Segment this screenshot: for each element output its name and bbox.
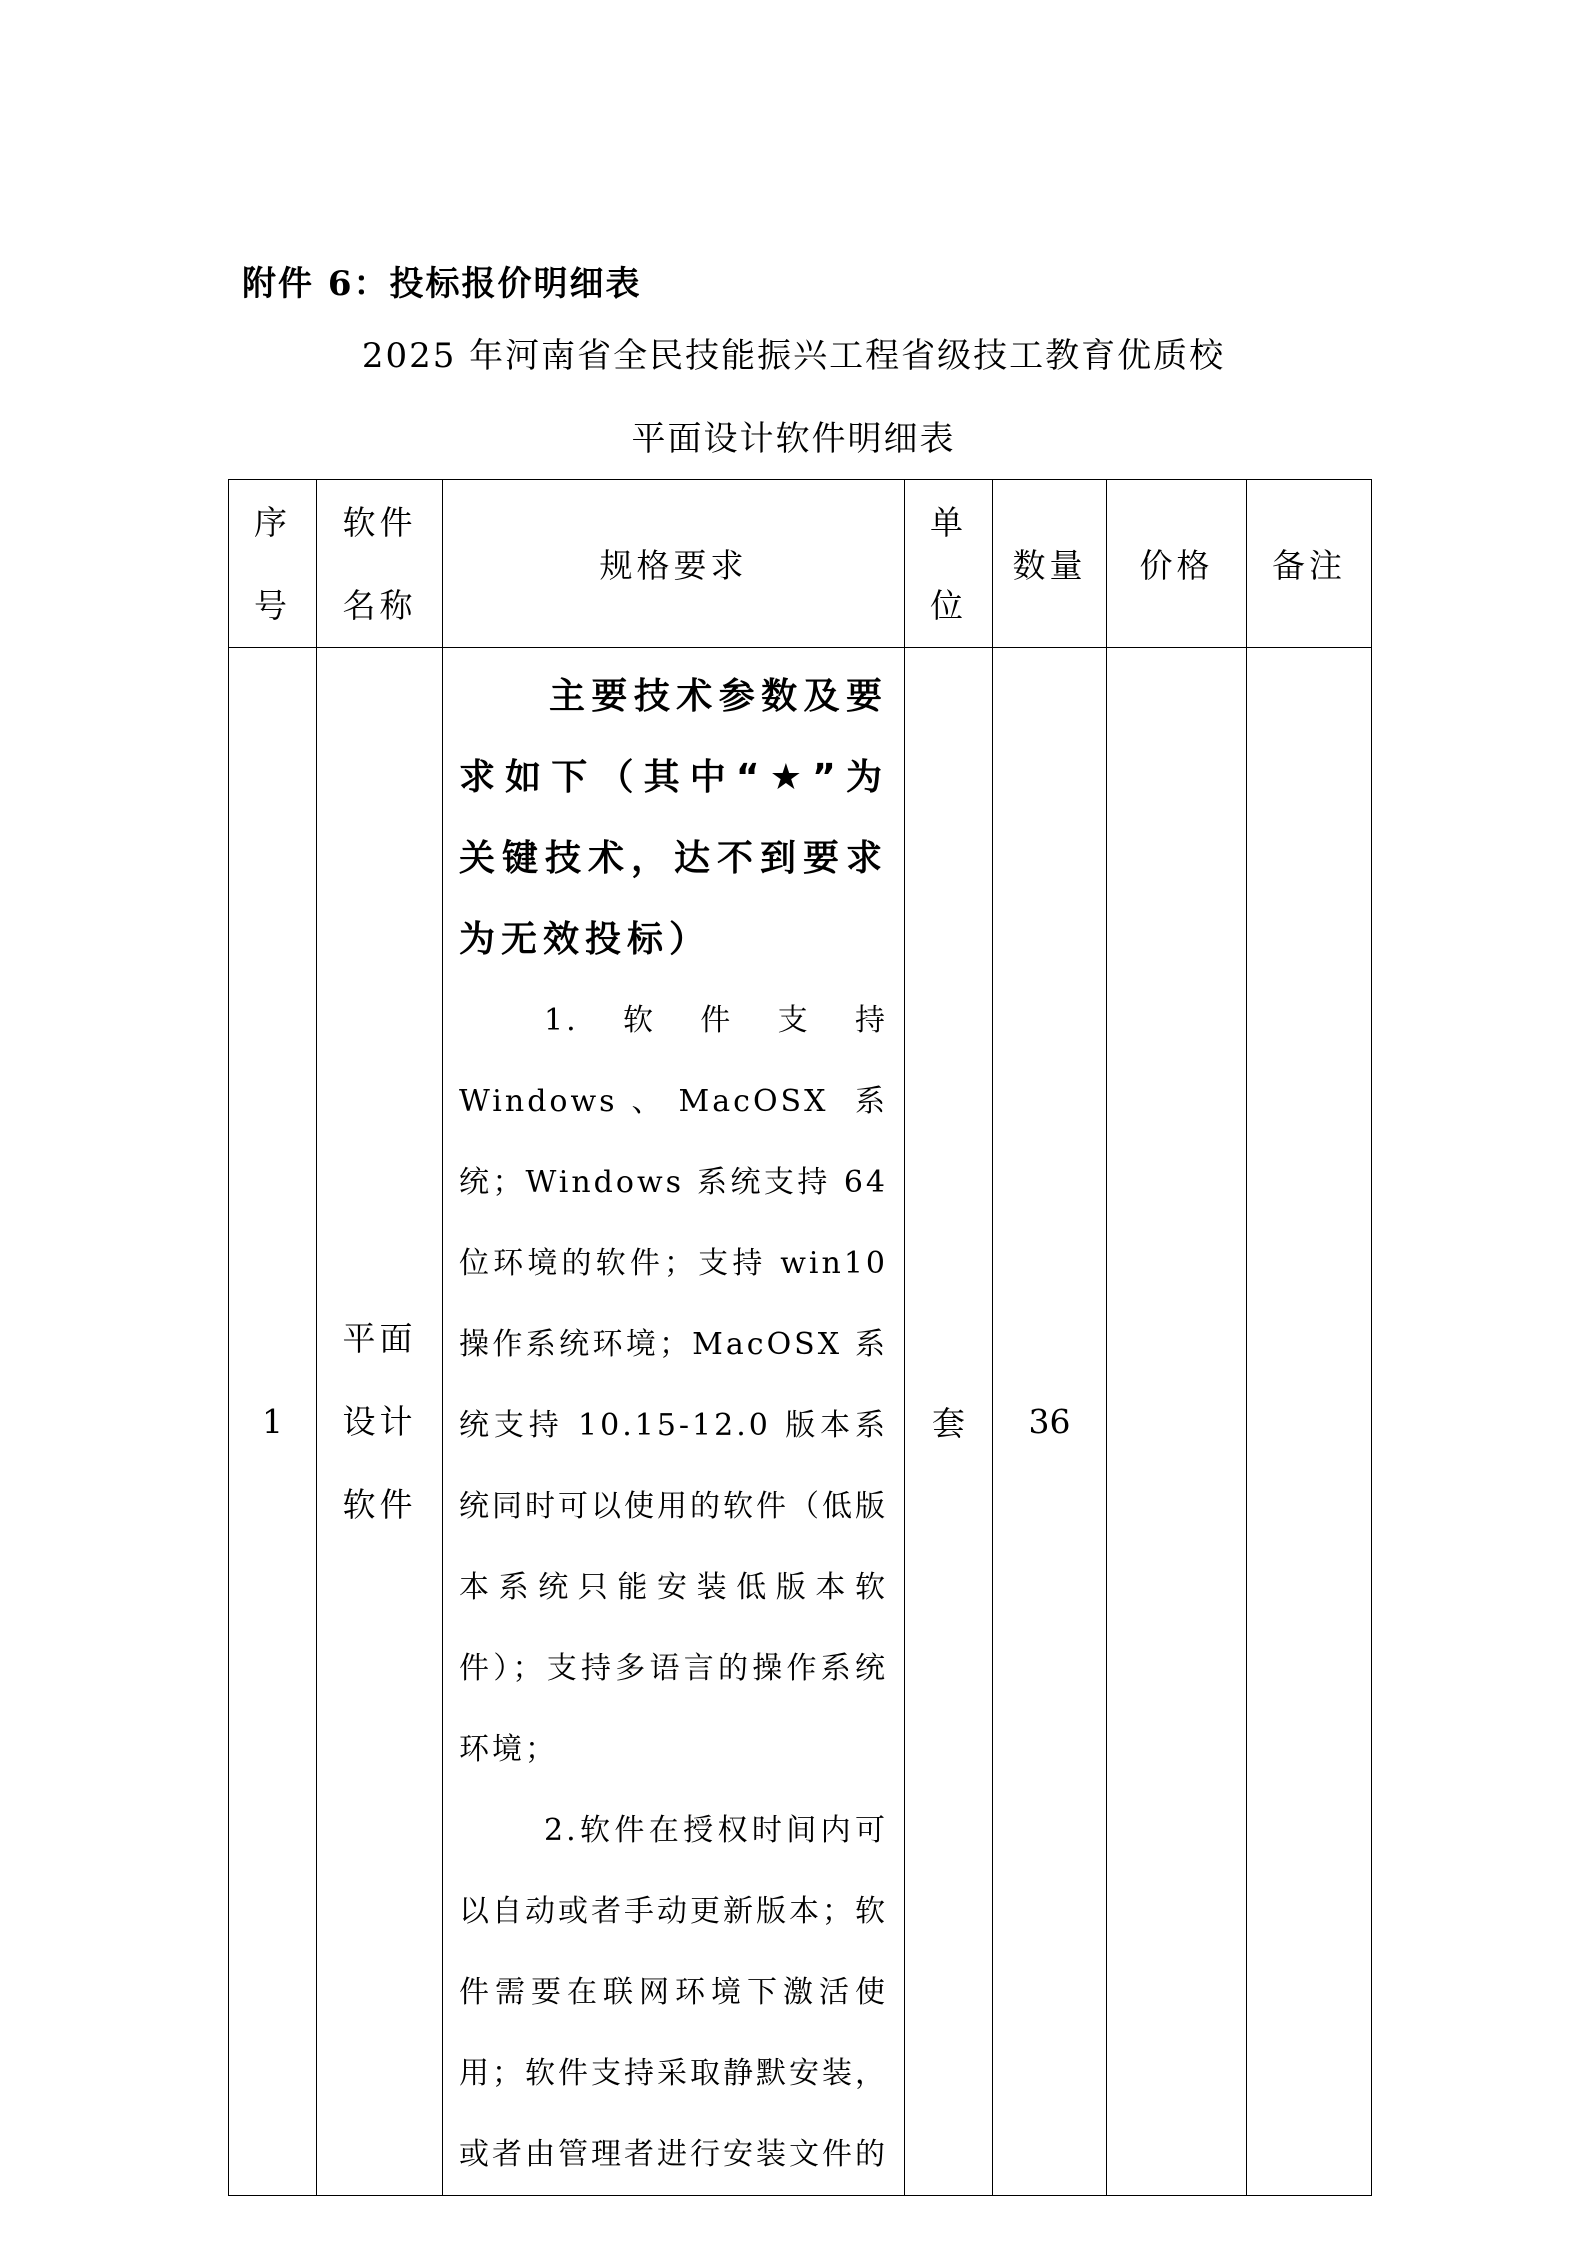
spec-item-1: 1.软件支持 Windows、MacOSX 系统；Windows 系统支持 64 位环境的软件；支持 win10 操作系统环境；MacOSX 系统支持 10.15-12.0 版本系统同时可以使用的软件（低版本系统只能安装低版本软件）；支持多语言的操作系统环境； xyxy=(459,1003,888,1767)
row-remark xyxy=(1247,648,1372,2196)
header-seq: 序 号 xyxy=(229,480,317,648)
document-title-line-2: 平面设计软件明细表 xyxy=(631,419,956,459)
table-row xyxy=(229,648,1372,2196)
row-software-name: 平面 设计 软件 xyxy=(317,648,443,2196)
document-title-line-1: 2025 年河南省全民技能振兴工程省级技工教育优质校 xyxy=(361,336,1226,376)
row-quantity: 36 xyxy=(993,648,1107,2196)
table-header-row xyxy=(229,480,1372,648)
row-unit: 套 xyxy=(905,648,993,2196)
header-quantity: 数量 xyxy=(993,480,1107,648)
header-spec: 规格要求 xyxy=(443,480,905,648)
header-remark: 备注 xyxy=(1247,480,1372,648)
spec-intro: 主要技术参数及要求如下（其中“★”为关键技术，达不到要求为无效投标） xyxy=(459,676,888,960)
header-unit: 单 位 xyxy=(905,480,993,648)
row-spec xyxy=(443,648,905,2196)
header-software-name: 软件 名称 xyxy=(317,480,443,648)
row-price xyxy=(1107,648,1247,2196)
spec-item-2: 2.软件在授权时间内可以自动或者手动更新版本；软件需要在联网环境下激活使用；软件支持采取静默安装，或者由管理者进行安装文件的 xyxy=(459,1813,888,2172)
attachment-title: 附件 6：投标报价明细表 xyxy=(242,264,642,304)
row-seq: 1 xyxy=(229,648,317,2196)
quotation-table xyxy=(228,479,1372,2196)
header-price: 价格 xyxy=(1107,480,1247,648)
